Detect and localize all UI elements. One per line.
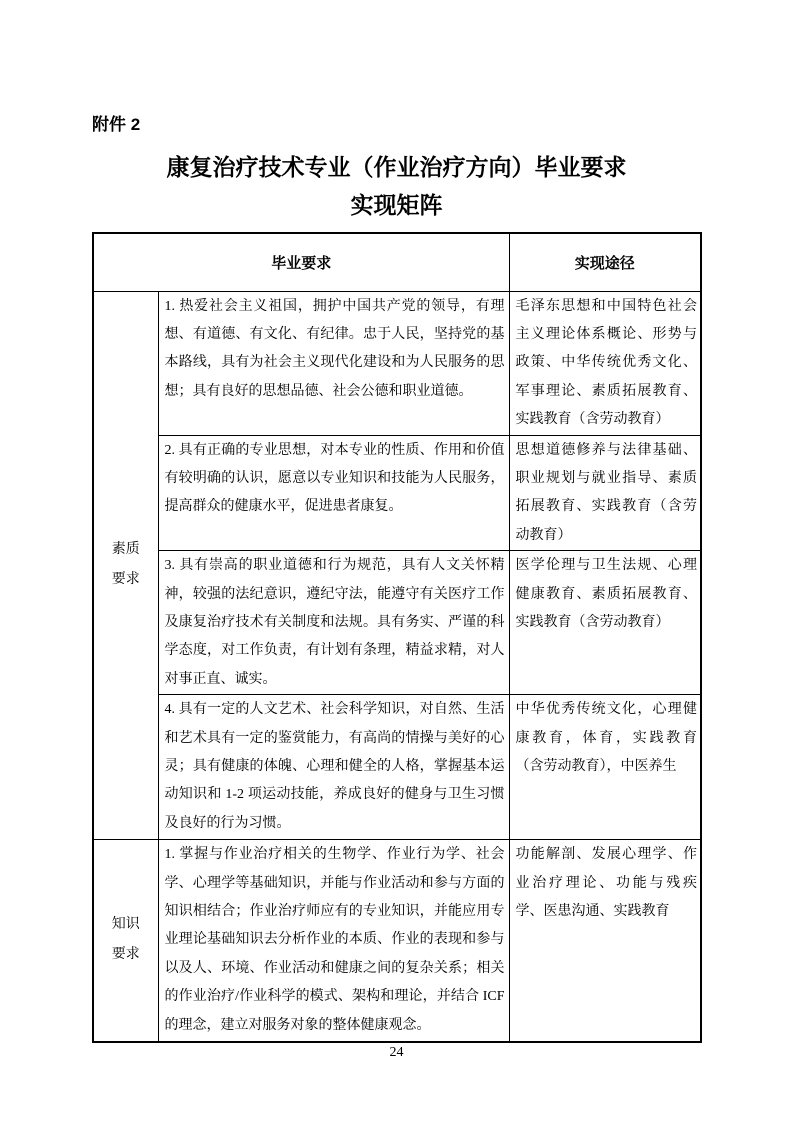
document-title-line2: 实现矩阵: [350, 192, 443, 218]
attachment-label: 附件 2: [92, 115, 141, 134]
pathway-cell: 中华优秀传统文化，心理健康教育，体育，实践教育（含劳动教育），中医养生: [509, 695, 701, 840]
requirement-cell: 1. 热爱社会主义祖国，拥护中国共产党的领导，有理想、有道德、有文化、有纪律。忠于人民，坚持党的基本路线，具有为社会主义现代化建设和为人民服务的思想；具有良好的思想品德、社会公德和职业道德。: [158, 291, 509, 435]
document-title-line1: 康复治疗技术专业（作业治疗方向）毕业要求: [166, 154, 627, 180]
pathway-cell: 毛泽东思想和中国特色社会主义理论体系概论、形势与政策、中华传统优秀文化、军事理论、素质拓展教育、实践教育（含劳动教育）: [509, 291, 701, 435]
table-header-row: [93, 233, 701, 291]
table-row: [93, 435, 701, 551]
col-header-graduation-requirements: 毕业要求: [93, 233, 509, 291]
pathway-cell: 思想道德修养与法律基础、职业规划与就业指导、素质拓展教育、实践教育（含劳动教育）: [509, 435, 701, 551]
group-label-quality-requirements: 素质要求: [93, 291, 158, 840]
pathway-cell: 功能解剖、发展心理学、作业治疗理论、功能与残疾学、医患沟通、实践教育: [509, 840, 701, 1042]
pathway-cell: 医学伦理与卫生法规、心理健康教育、素质拓展教育、实践教育（含劳动教育）: [509, 551, 701, 695]
table-row: [93, 551, 701, 695]
page-number: 24: [389, 1045, 404, 1060]
table-row: [93, 695, 701, 840]
requirement-cell: 1. 掌握与作业治疗相关的生物学、作业行为学、社会学、心理学等基础知识，并能与作业活动和参与方面的知识相结合；作业治疗师应有的专业知识，并能应用专业理论基础知识去分析作业的本质、作业的表现和参与以及人、环境、作业活动和健康之间的复杂关系；相关的作业治疗/作业科学的模式、架构和理论，并结合 ICF 的理念，建立对服务对象的整体健康观念。: [158, 840, 509, 1042]
requirement-cell: 3. 具有崇高的职业道德和行为规范，具有人文关怀精神，较强的法纪意识，遵纪守法，能遵守有关医疗工作及康复治疗技术有关制度和法规。具有务实、严谨的科学态度，对工作负责，有计划有条理，精益求精，对人对事正直、诚实。: [158, 551, 509, 695]
table-row: [93, 291, 701, 435]
table-row: [93, 840, 701, 1042]
document-title: [0, 148, 793, 224]
requirement-cell: 2. 具有正确的专业思想，对本专业的性质、作用和价值有较明确的认识，愿意以专业知识和技能为人民服务，提高群众的健康水平，促进患者康复。: [158, 435, 509, 551]
graduation-matrix-table: [92, 232, 702, 1043]
group-label-knowledge-requirements: 知识要求: [93, 840, 158, 1042]
col-header-implementation-pathways: 实现途径: [509, 233, 701, 291]
requirement-cell: 4. 具有一定的人文艺术、社会科学知识，对自然、生活和艺术具有一定的鉴赏能力，有高尚的情操与美好的心灵；具有健康的体魄、心理和健全的人格，掌握基本运动知识和 1-2 项运动技能，养成良好的健身与卫生习惯及良好的行为习惯。: [158, 695, 509, 840]
